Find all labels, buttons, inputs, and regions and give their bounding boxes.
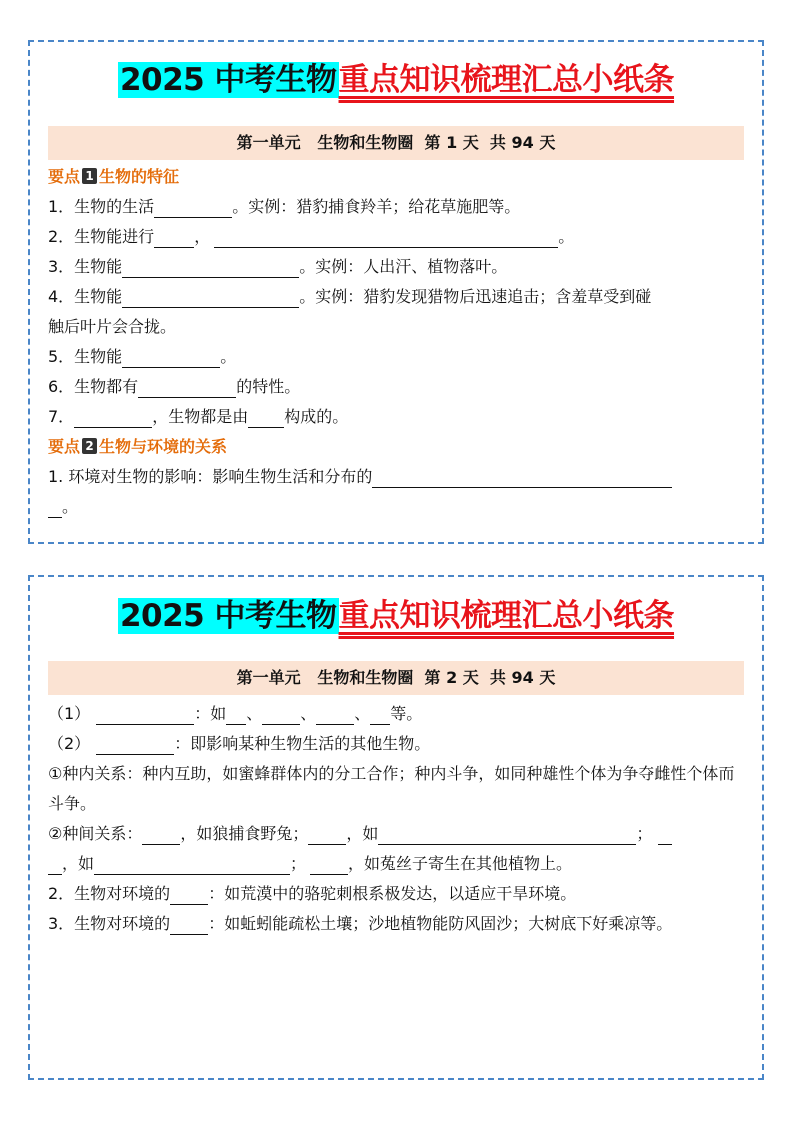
card-content: [48, 162, 744, 522]
fill-blank: [154, 197, 232, 218]
text: ，如: [62, 854, 95, 873]
fill-blank: [94, 854, 290, 875]
text: 、: [246, 704, 263, 723]
text-line: [48, 222, 744, 252]
fill-blank: [248, 407, 284, 428]
title-red: 重点知识梳理汇总小纸条: [338, 62, 675, 98]
title-highlight: 2025 中考生物: [119, 62, 337, 98]
title-highlight: 2025 中考生物: [119, 598, 337, 634]
text-line: [48, 402, 744, 432]
note-card-2: [28, 575, 764, 1080]
title-red: 重点知识梳理汇总小纸条: [338, 598, 675, 634]
fill-blank: [74, 407, 152, 428]
text: 2．生物对环境的: [48, 884, 171, 903]
text: 、: [300, 704, 317, 723]
point-heading-1: [48, 162, 744, 192]
fill-blank: [262, 704, 300, 725]
fill-blank: [138, 377, 236, 398]
fill-blank: [170, 884, 208, 905]
point-prefix: 要点: [48, 437, 81, 456]
fill-blank: [170, 914, 208, 935]
text: ：如蚯蚓能疏松土壤；沙地植物能防风固沙；大树底下好乘凉等。: [208, 914, 673, 933]
text: ②种间关系：: [48, 824, 143, 843]
fill-blank: [378, 824, 636, 845]
number-2-icon: 2: [82, 438, 97, 454]
text-line: [48, 192, 744, 222]
text: ：如荒漠中的骆驼刺根系极发达，以适应干旱环境。: [208, 884, 577, 903]
fill-blank: [142, 824, 180, 845]
fill-blank: [154, 227, 194, 248]
card-content: [48, 699, 744, 939]
fill-blank: [122, 347, 220, 368]
fill-blank: [316, 704, 354, 725]
text: 5．生物能: [48, 347, 123, 366]
text: 构成的。: [284, 407, 349, 426]
text-line: [48, 252, 744, 282]
text: ：如: [194, 704, 227, 723]
text-line: [48, 372, 744, 402]
text: 1．生物的生活: [48, 197, 155, 216]
text: 、: [354, 704, 371, 723]
text: 1. 环境对生物的影响：影响生物生活和分布的: [48, 467, 373, 486]
text: 。: [220, 347, 237, 366]
text: ，如菟丝子寄生在其他植物上。: [348, 854, 573, 873]
text: 6．生物都有: [48, 377, 139, 396]
text: 的特性。: [236, 377, 301, 396]
text: 。实例：人出汗、植物落叶。: [299, 257, 508, 276]
text: 。实例：猎豹发现猎物后迅速追击；含羞草受到碰: [299, 287, 652, 306]
text: 触后叶片会合拢。: [48, 317, 177, 336]
text: （1）: [48, 704, 91, 723]
text: ，: [194, 227, 211, 246]
note-card-1: [28, 40, 764, 544]
text: 。实例：猎豹捕食羚羊；给花草施肥等。: [232, 197, 521, 216]
text: ，如: [346, 824, 379, 843]
text-line: [48, 879, 744, 909]
text: ；: [290, 854, 307, 873]
text-line: [48, 819, 744, 849]
fill-blank: [96, 704, 194, 725]
text-line: [48, 312, 744, 342]
fill-blank: [48, 854, 62, 875]
text: 7．: [48, 407, 75, 426]
number-1-icon: 1: [82, 168, 97, 184]
fill-blank: [214, 227, 558, 248]
card-title: [30, 584, 762, 648]
fill-blank: [658, 824, 672, 845]
text-line: [48, 282, 744, 312]
unit-bar: 第一单元 生物和生物圈 第 2 天 共 94 天: [48, 661, 744, 695]
fill-blank: [372, 467, 672, 488]
text-line: [48, 729, 744, 759]
fill-blank: [226, 704, 246, 725]
fill-blank: [96, 734, 174, 755]
fill-blank: [308, 824, 346, 845]
text: 4．生物能: [48, 287, 123, 306]
text: ；: [636, 824, 653, 843]
text-line: [48, 342, 744, 372]
fill-blank: [122, 287, 299, 308]
text-line: [48, 849, 744, 879]
point-prefix: 要点: [48, 167, 81, 186]
fill-blank: [122, 257, 299, 278]
text-paragraph: [48, 909, 744, 939]
unit-bar: 第一单元 生物和生物圈 第 1 天 共 94 天: [48, 126, 744, 160]
text: ：即影响某种生物生活的其他生物。: [174, 734, 431, 753]
fill-blank: [48, 497, 62, 518]
text: ，生物都是由: [152, 407, 249, 426]
text-paragraph: ①种内关系：种内互助，如蜜蜂群体内的分工合作；种内斗争，如同种雄性个体为争夺雌性个体而斗争。: [48, 764, 735, 813]
text: 。: [558, 227, 575, 246]
text: 2．生物能进行: [48, 227, 155, 246]
text: 等。: [390, 704, 423, 723]
text-line: [48, 462, 744, 492]
text: 3．生物能: [48, 257, 123, 276]
text: （2）: [48, 734, 91, 753]
text-line: [48, 492, 744, 522]
text: 3．生物对环境的: [48, 914, 171, 933]
text-line: [48, 699, 744, 729]
text: 。: [62, 497, 79, 516]
fill-blank: [310, 854, 348, 875]
point-title: 生物与环境的关系: [99, 437, 228, 456]
point-heading-2: [48, 432, 744, 462]
point-title: 生物的特征: [99, 167, 180, 186]
fill-blank: [370, 704, 390, 725]
card-title: [30, 48, 762, 112]
text: ，如狼捕食野兔；: [180, 824, 309, 843]
